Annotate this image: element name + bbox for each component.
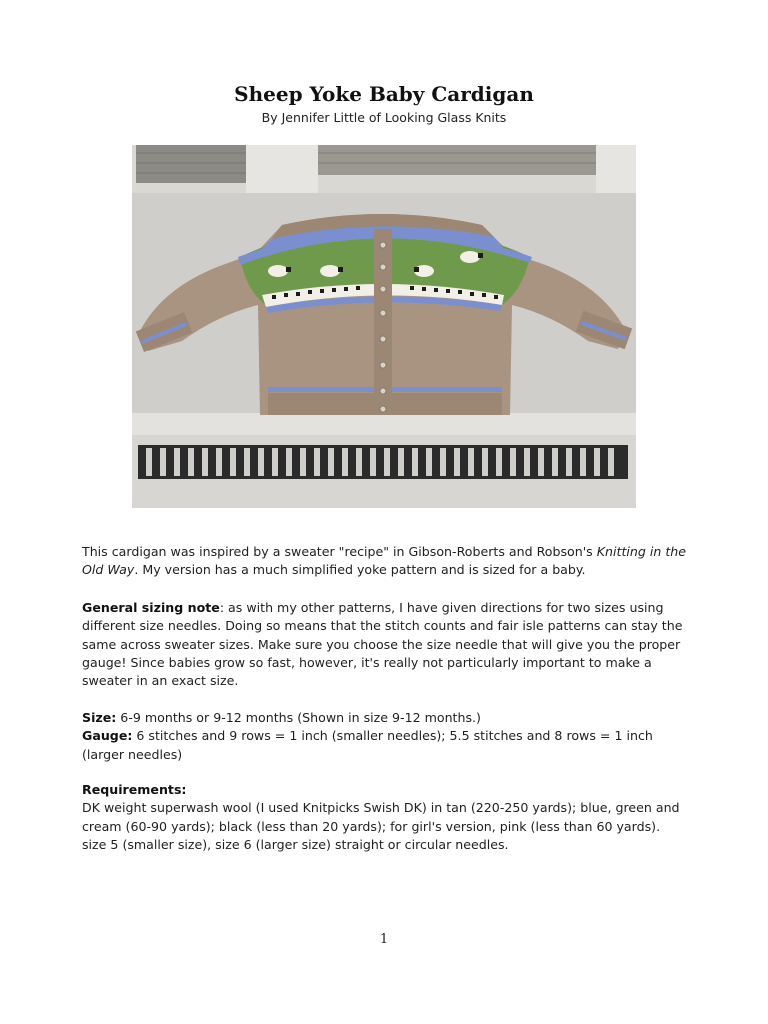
document-byline: By Jennifer Little of Looking Glass Knits (261, 110, 507, 125)
requirements-needles: size 5 (smaller size), size 6 (larger size) straight or circular needles. (82, 836, 509, 852)
page-number: 1 (379, 932, 389, 947)
gauge-line (82, 727, 692, 764)
requirements-yarn: DK weight superwash wool (I used Knitpicks Swish DK) in tan (220-250 yards); blue, green and cream (60-90 yards); black (less than 20 yards); for girl's version, pink (less than 60 yards). (82, 800, 680, 834)
sizing-note-paragraph (82, 599, 692, 690)
document-title: Sheep Yoke Baby Cardigan (234, 82, 534, 106)
requirements-section (82, 781, 692, 854)
gauge-label: Gauge: (82, 728, 133, 744)
size-text: 6-9 months or 9-12 months (Shown in size 9-12 months.) (116, 710, 481, 725)
intro-text-before: This cardigan was inspired by a sweater "recipe" in Gibson-Roberts and Robson's (82, 544, 597, 559)
sizing-note-text: : as with my other patterns, I have given directions for two sizes using different size needles. Doing so means that the stitch counts and fair isle patterns can stay the same across sweater sizes. Make sure you choose the size needle that will give you the proper gauge! Since babies grow so fast, however, it's really not particularly important to make a sweater in an exact size. (82, 600, 683, 689)
intro-text-after: . My version has a much simplified yoke pattern and is sized for a baby. (134, 562, 586, 578)
size-gauge-section (82, 709, 692, 764)
intro-paragraph (82, 543, 692, 580)
sizing-note-label: General sizing note (82, 600, 220, 615)
cardigan-photo (132, 145, 636, 508)
requirements-label: Requirements: (82, 782, 187, 797)
gauge-text: 6 stitches and 9 rows = 1 inch (smaller needles); 5.5 stitches and 8 rows = 1 inch (larger needles) (82, 728, 653, 762)
size-label: Size: (82, 710, 117, 725)
book-title: Knitting in the Old Way (82, 544, 687, 578)
size-line (82, 709, 692, 727)
